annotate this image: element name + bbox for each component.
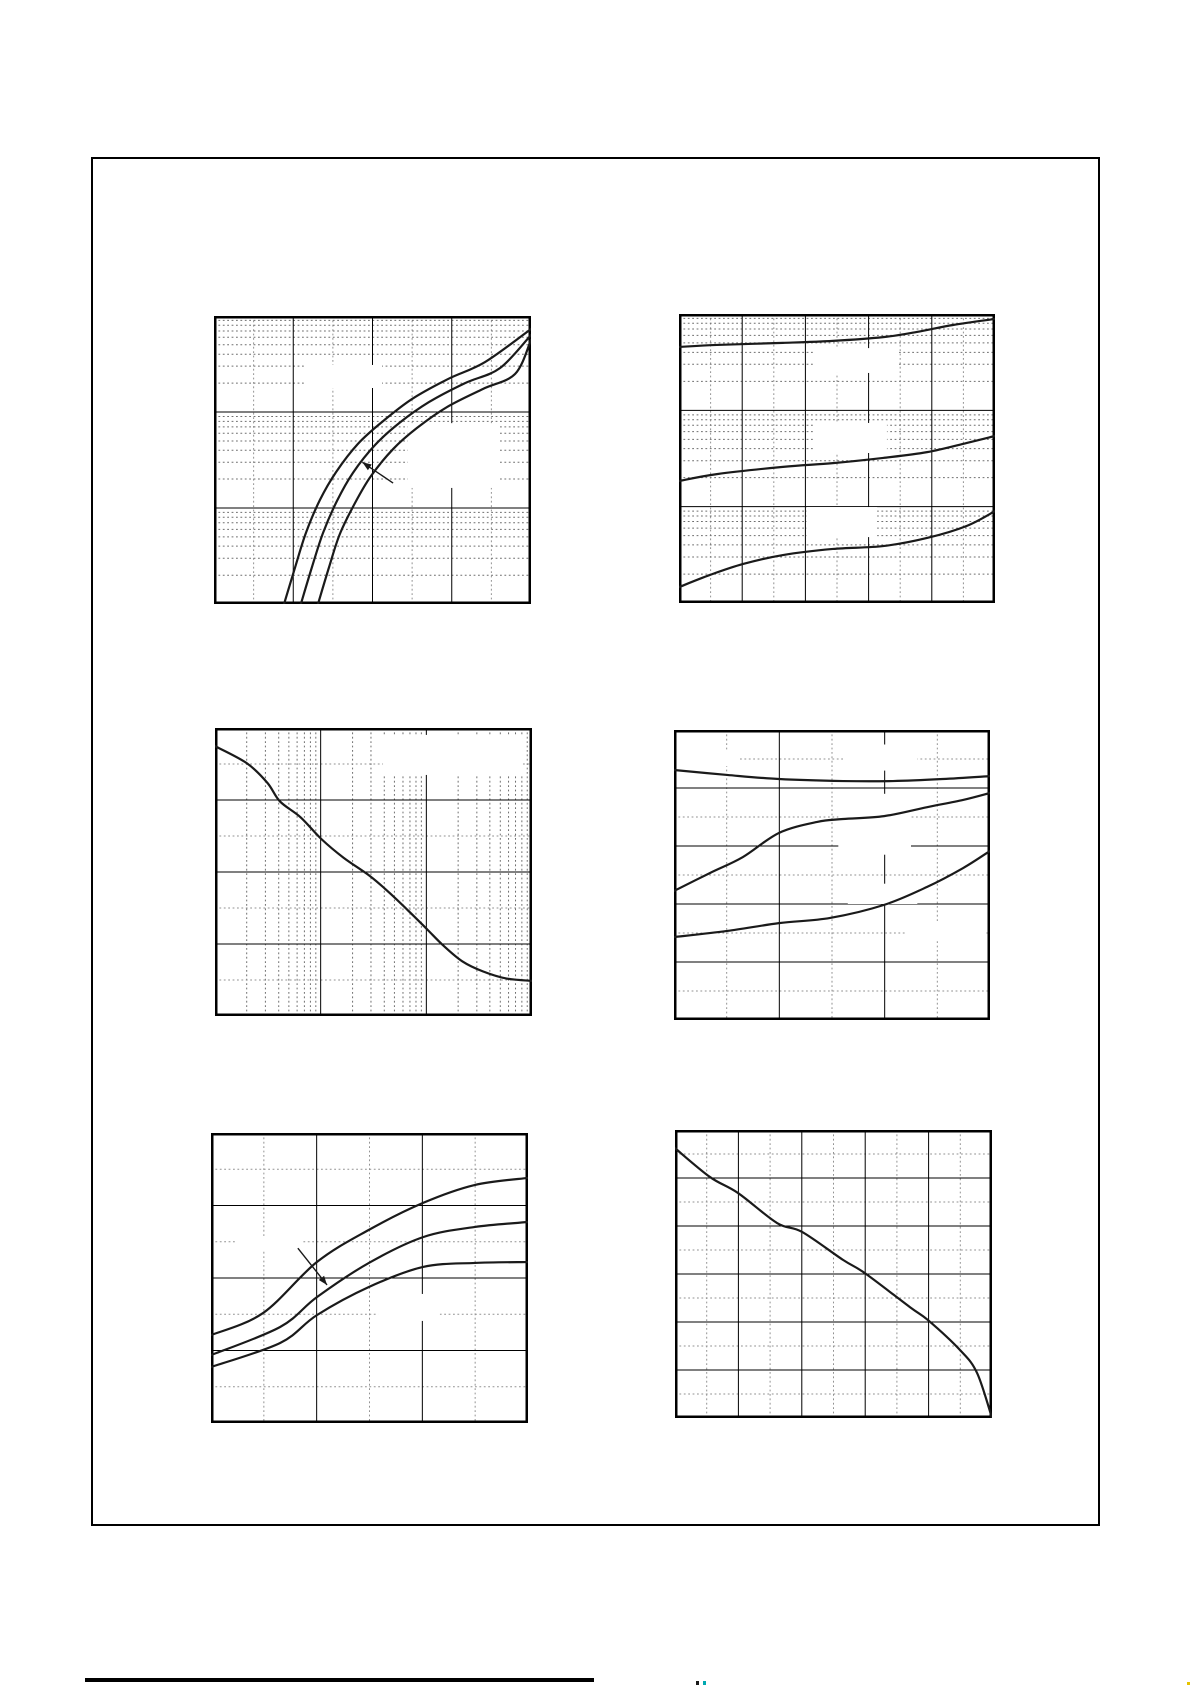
graph-4-mid-right-plot <box>674 730 990 1020</box>
blank-label-box <box>815 423 887 453</box>
footer-mark-1 <box>696 1681 699 1685</box>
blank-label-box <box>676 752 739 767</box>
blank-label-box <box>845 745 918 771</box>
blank-label-box <box>807 507 877 537</box>
blank-label-box <box>838 794 911 855</box>
graph-6-bottom-right-plot <box>675 1130 992 1418</box>
graph-1-top-left-plot <box>214 316 531 604</box>
graph-5-bottom-left-plot <box>211 1133 528 1423</box>
blank-label-box <box>305 365 382 388</box>
blank-label-box <box>906 921 985 940</box>
blank-label-box <box>378 1294 440 1321</box>
chart-middle-right <box>674 730 990 1020</box>
chart-middle-left <box>215 728 532 1016</box>
blank-label-box <box>235 1236 303 1250</box>
graph-3-mid-left-plot <box>215 728 532 1016</box>
graph-3-mid-left-curve-1 <box>215 746 532 981</box>
chart-top-left <box>214 316 531 604</box>
footer-mark-2 <box>703 1681 706 1685</box>
blank-label-box <box>408 423 498 488</box>
blank-label-box <box>815 348 897 373</box>
chart-top-right <box>679 314 995 603</box>
blank-label-box <box>848 884 918 904</box>
graph-2-top-right-plot <box>679 314 995 603</box>
chart-bottom-left <box>211 1133 528 1423</box>
footer-rule <box>85 1678 594 1682</box>
chart-bottom-right <box>675 1130 992 1418</box>
annotation-arrow-head <box>362 462 371 470</box>
blank-label-box <box>383 735 522 775</box>
